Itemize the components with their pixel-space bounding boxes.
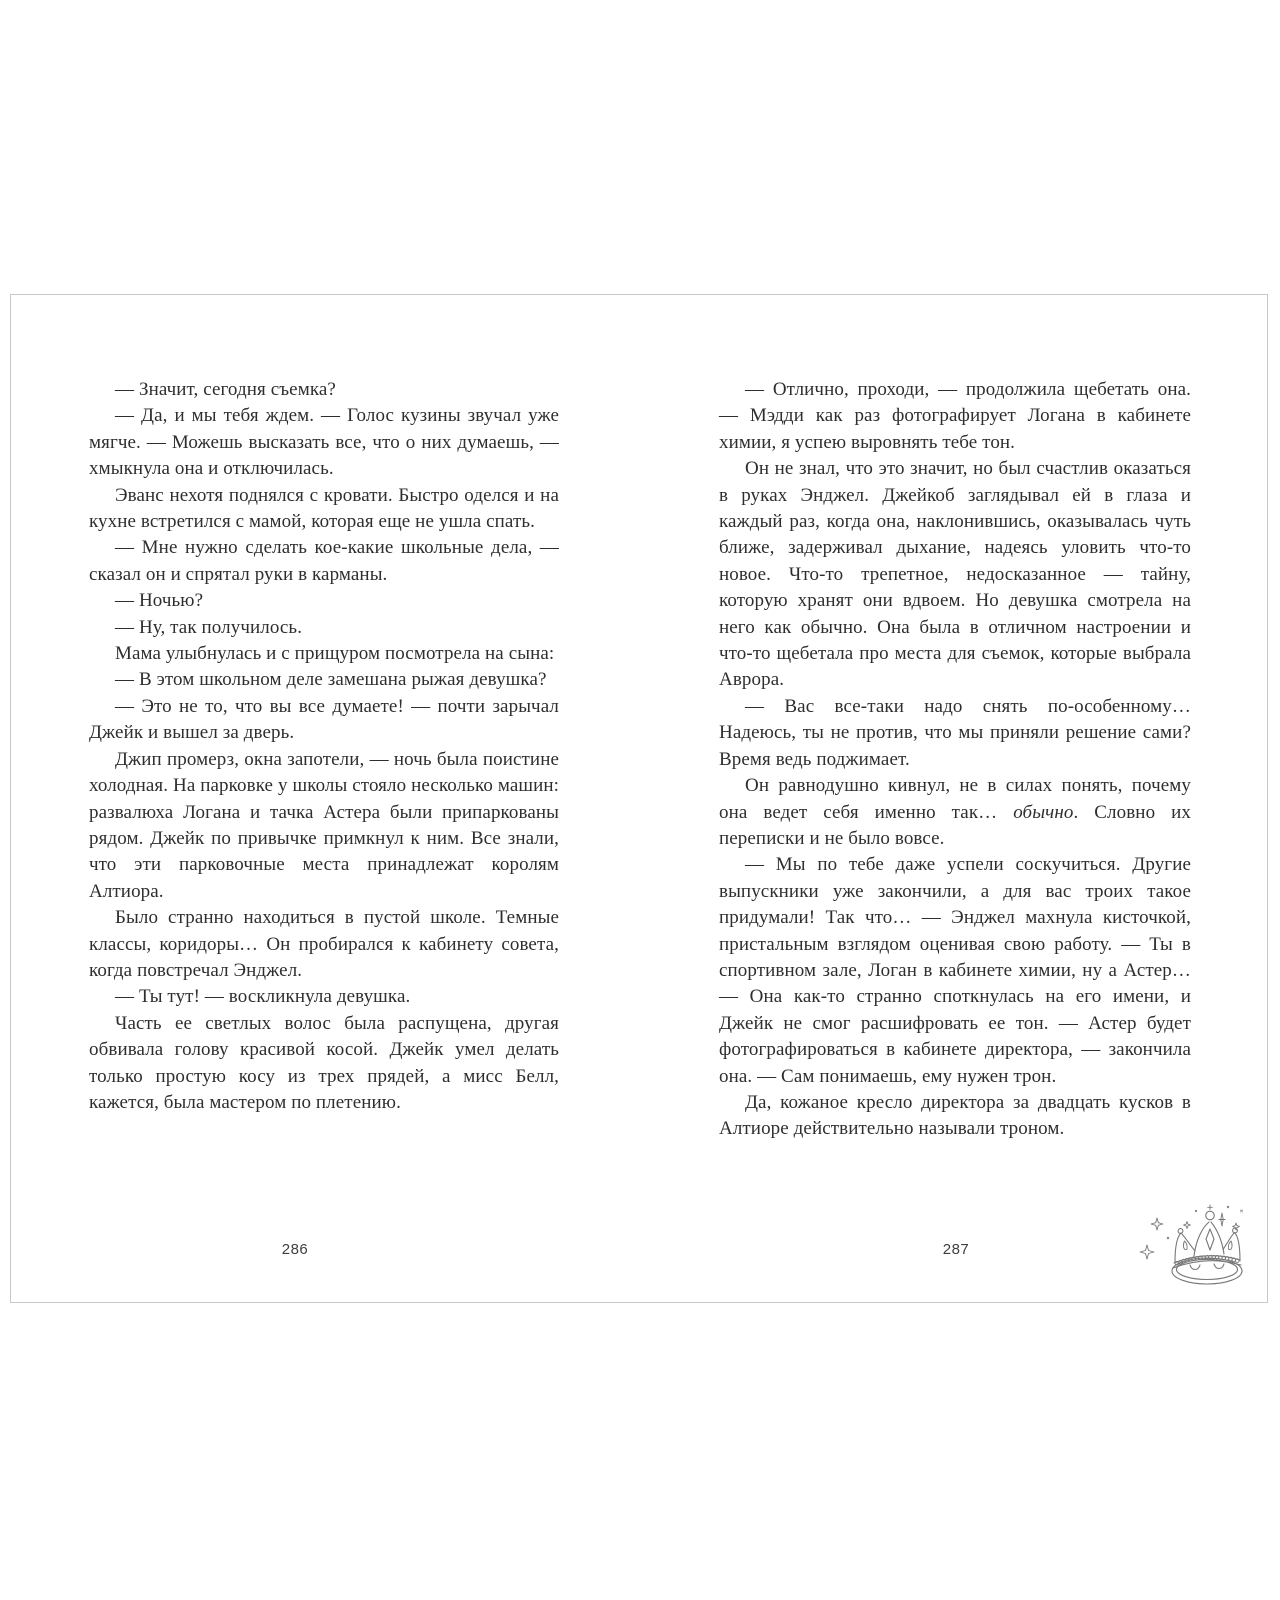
paragraph: Мама улыбнулась и с прищуром посмотрела на сына:	[115, 643, 555, 665]
paragraph: Часть ее светлых волос была распущена, другая обвивала голову красивой косой. Джейк умел делать только простую косу из трех прядей, а мисс Белл, кажется, была мастером по плетению.	[89, 1012, 559, 1113]
paragraph: Джип промерз, окна запотели, — ночь была поистине холодная. На парковке у школы стояло несколько машин: развалюха Логана и тачка Астера были припаркованы рядом. Джейк по привычке примкнул к ним. Все знали, что эти парковочные места принадлежат королям Алтиора.	[89, 748, 559, 902]
paragraph: Он равнодушно кивнул, не в силах понять, почему она ведет себя именно так… обычно. Словно их переписки и не было вовсе.	[719, 775, 1191, 849]
paragraph: — Ты тут! — воскликнула девушка.	[115, 986, 411, 1008]
paragraph: — Мне нужно сделать кое-какие школьные дела, — сказал он и спрятал руки в карманы.	[89, 537, 559, 585]
paragraph: Эванс нехотя поднялся с кровати. Быстро оделся и на кухне встретился с мамой, которая еще не ушла спать.	[89, 484, 559, 533]
page-number-right: 287	[942, 1241, 970, 1258]
paragraph: — Мы по тебе даже успели соскучиться. Другие выпускники уже закончили, а для вас троих такое придумали! Так что… — Энджел махнула кисточкой, пристальным взглядом оценивая свою работу. — Ты в спортивном зале, Логан в кабинете химии, ну а Астер… — Она как-то странно споткнулась на его имени, и Джейк не смог расшифровать ее тон. — Астер будет фотографироваться в кабинете директора, — закончила она. — Сам понимаешь, ему нужен трон.	[719, 854, 1191, 1087]
paragraph: — Это не то, что вы все думаете! — почти зарычал Джейк и вышел за дверь.	[89, 695, 559, 744]
paragraph: Он не знал, что это значит, но был счастлив оказаться в руках Энджел. Джейкоб заглядывал ей в глаза и каждый раз, когда она, наклонившись, оказывалась чуть ближе, задерживал дыхание, надеясь уловить что-то новое. Что-то трепетное, недосказанное — тайну, которую хранят они вдвоем. Но девушка смотрела на него как обычно. Она была в отличном настроении и что-то щебетала про места для съемок, которые выбрала Аврора.	[719, 458, 1191, 691]
crown-icon	[1135, 1183, 1245, 1291]
paragraph: — В этом школьном деле замешана рыжая девушка?	[115, 669, 547, 691]
book-spread-panel	[10, 294, 1268, 1303]
book-page-left-text	[89, 377, 559, 1116]
paragraph: — Ночью?	[115, 590, 204, 612]
paragraph: — Вас все-таки надо снять по-особенному… Надеюсь, ты не против, что мы приняли решение сами? Время ведь поджимает.	[719, 695, 1191, 770]
paragraph: — Ну, так получилось.	[115, 616, 303, 638]
book-page-right-text	[719, 377, 1191, 1143]
page-number-left: 286	[281, 1241, 309, 1258]
paragraph: — Да, и мы тебя ждем. — Голос кузины звучал уже мягче. — Можешь высказать все, что о них думаешь, — хмыкнула она и отключилась.	[89, 405, 559, 480]
paragraph: — Отлично, проходи, — продолжила щебетать она. — Мэдди как раз фотографирует Логана в кабинете химии, я успею выровнять тебе тон.	[719, 379, 1191, 453]
paragraph: — Значит, сегодня съемка?	[115, 379, 336, 400]
paragraph: Да, кожаное кресло директора за двадцать кусков в Алтиоре действительно называли троном.	[719, 1091, 1191, 1140]
paragraph: Было странно находиться в пустой школе. Темные классы, коридоры… Он пробирался к кабинету совета, когда повстречал Энджел.	[89, 907, 559, 981]
